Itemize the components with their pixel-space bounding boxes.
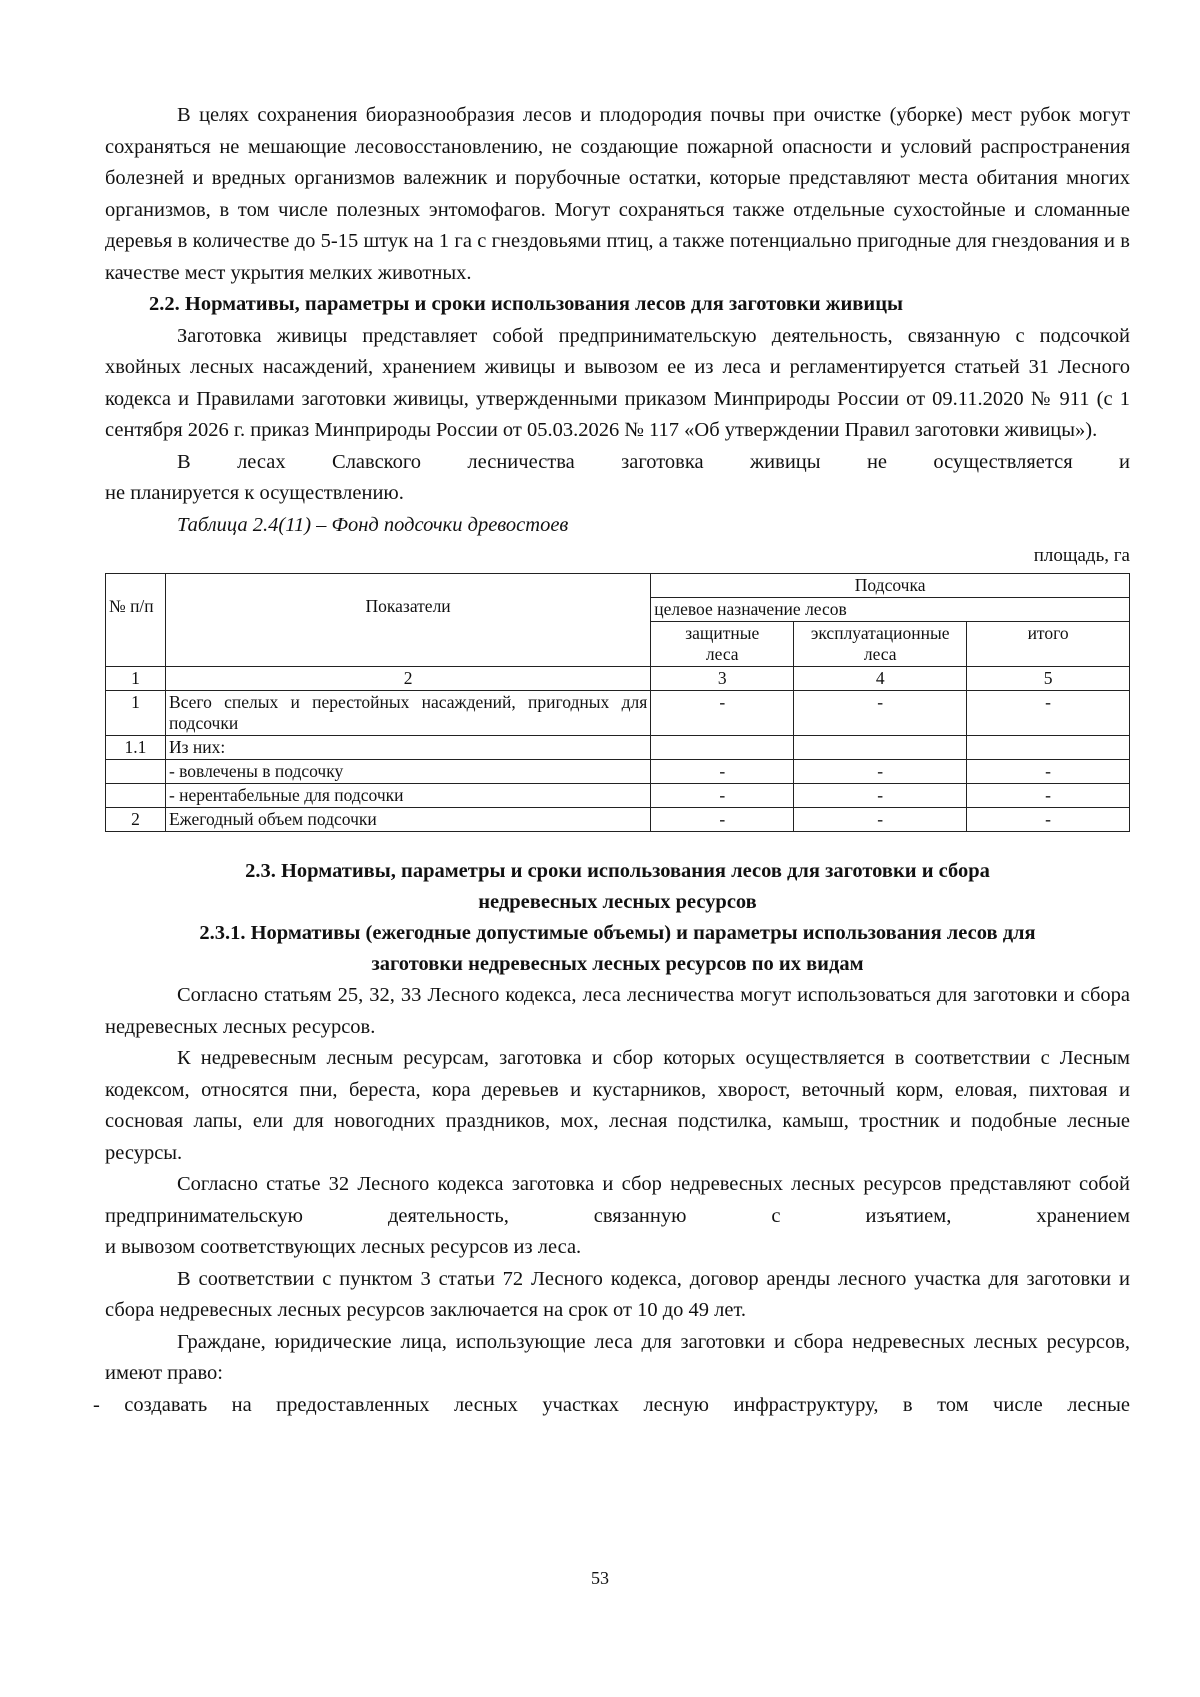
row-value-protective: - [651, 784, 794, 808]
table-row [106, 760, 1130, 784]
row-value-protective: - [651, 760, 794, 784]
paragraph-slavsk-line2: не планируется к осуществлению. [105, 482, 404, 504]
table-header-row-1 [106, 574, 1130, 598]
row-value-total: - [967, 784, 1130, 808]
paragraph-article-32: Согласно статье 32 Лесного кодекса заготовка и сбор недревесных лесных ресурсов представляют собой предпринимательскую деятельность, связанную с изъятием, хранением [105, 1173, 1130, 1227]
header-protective-forests: защитные леса [651, 622, 794, 667]
header-indicators: Показатели [165, 574, 650, 667]
row-number: 2 [106, 808, 166, 832]
paragraph-article-32-end: и вывозом соответствующих лесных ресурсов из леса. [105, 1236, 582, 1258]
row-value-total: - [967, 760, 1130, 784]
colnum-2: 2 [165, 667, 650, 691]
list-item-infrastructure: - создавать на предоставленных лесных участках лесную инфраструктуру, в том числе лесные [93, 1393, 1130, 1416]
row-label: - нерентабельные для подсочки [165, 784, 650, 808]
row-label: Ежегодный объем подсочки [165, 808, 650, 832]
header-forest-purpose: целевое назначение лесов [651, 598, 1130, 622]
row-value-protective: - [651, 808, 794, 832]
section-2-3-1-heading-line2: заготовки недревесных лесных ресурсов по их видам [371, 953, 864, 975]
paragraph-articles-25-32-33: Согласно статьям 25, 32, 33 Лесного кодекса, леса лесничества могут использоваться для заготовки и сбора недревесных лесных ресурсов. [105, 984, 1130, 1038]
section-2-3-heading-line1: 2.3. Нормативы, параметры и сроки использования лесов для заготовки и сбора [245, 860, 990, 882]
paragraph-slavsk-line1: В лесах Славского лесничества заготовка живицы не осуществляется и [177, 450, 1130, 473]
paragraph-rights: Граждане, юридические лица, использующие леса для заготовки и сбора недревесных лесных ресурсов, имеют право: [105, 1330, 1130, 1384]
row-value-protective: - [651, 691, 794, 736]
paragraph-non-timber-resources: К недревесным лесным ресурсам, заготовка и сбор которых осуществляется в соответствии с Лесным кодексом, относятся пни, береста, кора деревьев и кустарников, хворост, веточный корм, еловая, пихтовая и сосновая лапы, ели для новогодних праздников, мох, лесная подстилка, камыш, тростник и подобные лесные ресурсы. [105, 1047, 1130, 1164]
paragraph-lease-term: В соответствии с пунктом 3 статьи 72 Лесного кодекса, договор аренды лесного участка для заготовки и сбора недревесных лесных ресурсов заключается на срок от 10 до 49 лет. [105, 1267, 1130, 1321]
table-column-numbers [106, 667, 1130, 691]
table-row [106, 784, 1130, 808]
row-value-exploitation: - [794, 808, 967, 832]
colnum-4: 4 [794, 667, 967, 691]
row-value-exploitation: - [794, 760, 967, 784]
header-total: итого [967, 622, 1130, 667]
section-2-2-heading: 2.2. Нормативы, параметры и сроки использования лесов для заготовки живицы [149, 293, 904, 315]
section-2-3-heading-line2: недревесных лесных ресурсов [478, 891, 757, 913]
page-number: 53 [591, 1568, 609, 1588]
row-number [106, 760, 166, 784]
header-number: № п/п [106, 574, 166, 667]
row-number: 1 [106, 691, 166, 736]
row-number [106, 784, 166, 808]
colnum-3: 3 [651, 667, 794, 691]
section-2-3-1-heading-line1: 2.3.1. Нормативы (ежегодные допустимые объемы) и параметры использования лесов для [199, 922, 1036, 944]
row-value-exploitation: - [794, 784, 967, 808]
row-label: Из них: [165, 736, 650, 760]
colnum-5: 5 [967, 667, 1130, 691]
row-label: - вовлечены в подсочку [165, 760, 650, 784]
row-value-exploitation [794, 736, 967, 760]
paragraph-biodiversity: В целях сохранения биоразнообразия лесов и плодородия почвы при очистке (уборке) мест рубок могут сохраняться не мешающие лесовосстановлению, не создающие пожарной опасности и условий распространения болезней и вредных организмов валежник и порубочные остатки, которые представляют места обитания многих организмов, в том числе полезных энтомофагов. Могут сохраняться также отдельные сухостойные и сломанные деревья в количестве до 5-15 штук на 1 га с гнездовьями птиц, а также потенциально пригодные для гнездования и в качестве мест укрытия мелких животных. [105, 104, 1130, 284]
row-value-total: - [967, 808, 1130, 832]
table-row [106, 736, 1130, 760]
colnum-1: 1 [106, 667, 166, 691]
row-value-total [967, 736, 1130, 760]
paragraph-resin-harvest: Заготовка живицы представляет собой предпринимательскую деятельность, связанную с подсочкой хвойных лесных насаждений, хранением живицы и вывозом ее из леса и регламентируется статьей 31 Лесного кодекса и Правилами заготовки живицы, утвержденными приказом Минприроды России от 09.11.2020 № 911 (с 1 сентября 2026 г. приказ Минприроды России от 05.03.2026 № 117 «Об утверждении Правил заготовки живицы»). [105, 324, 1130, 441]
table-caption: Таблица 2.4(11) – Фонд подсочки древостоев [177, 513, 569, 536]
table-row [106, 808, 1130, 832]
row-label: Всего спелых и перестойных насаждений, пригодных для подсочки [165, 691, 650, 736]
row-value-total: - [967, 691, 1130, 736]
row-number: 1.1 [106, 736, 166, 760]
table-unit: площадь, га [1033, 545, 1130, 566]
table-row [106, 691, 1130, 736]
header-tapping: Подсочка [651, 574, 1130, 598]
row-value-protective [651, 736, 794, 760]
row-value-exploitation: - [794, 691, 967, 736]
page-content [93, 100, 1130, 1421]
header-exploitation-forests: эксплуатационные леса [794, 622, 967, 667]
tapping-fund-table [105, 573, 1130, 832]
